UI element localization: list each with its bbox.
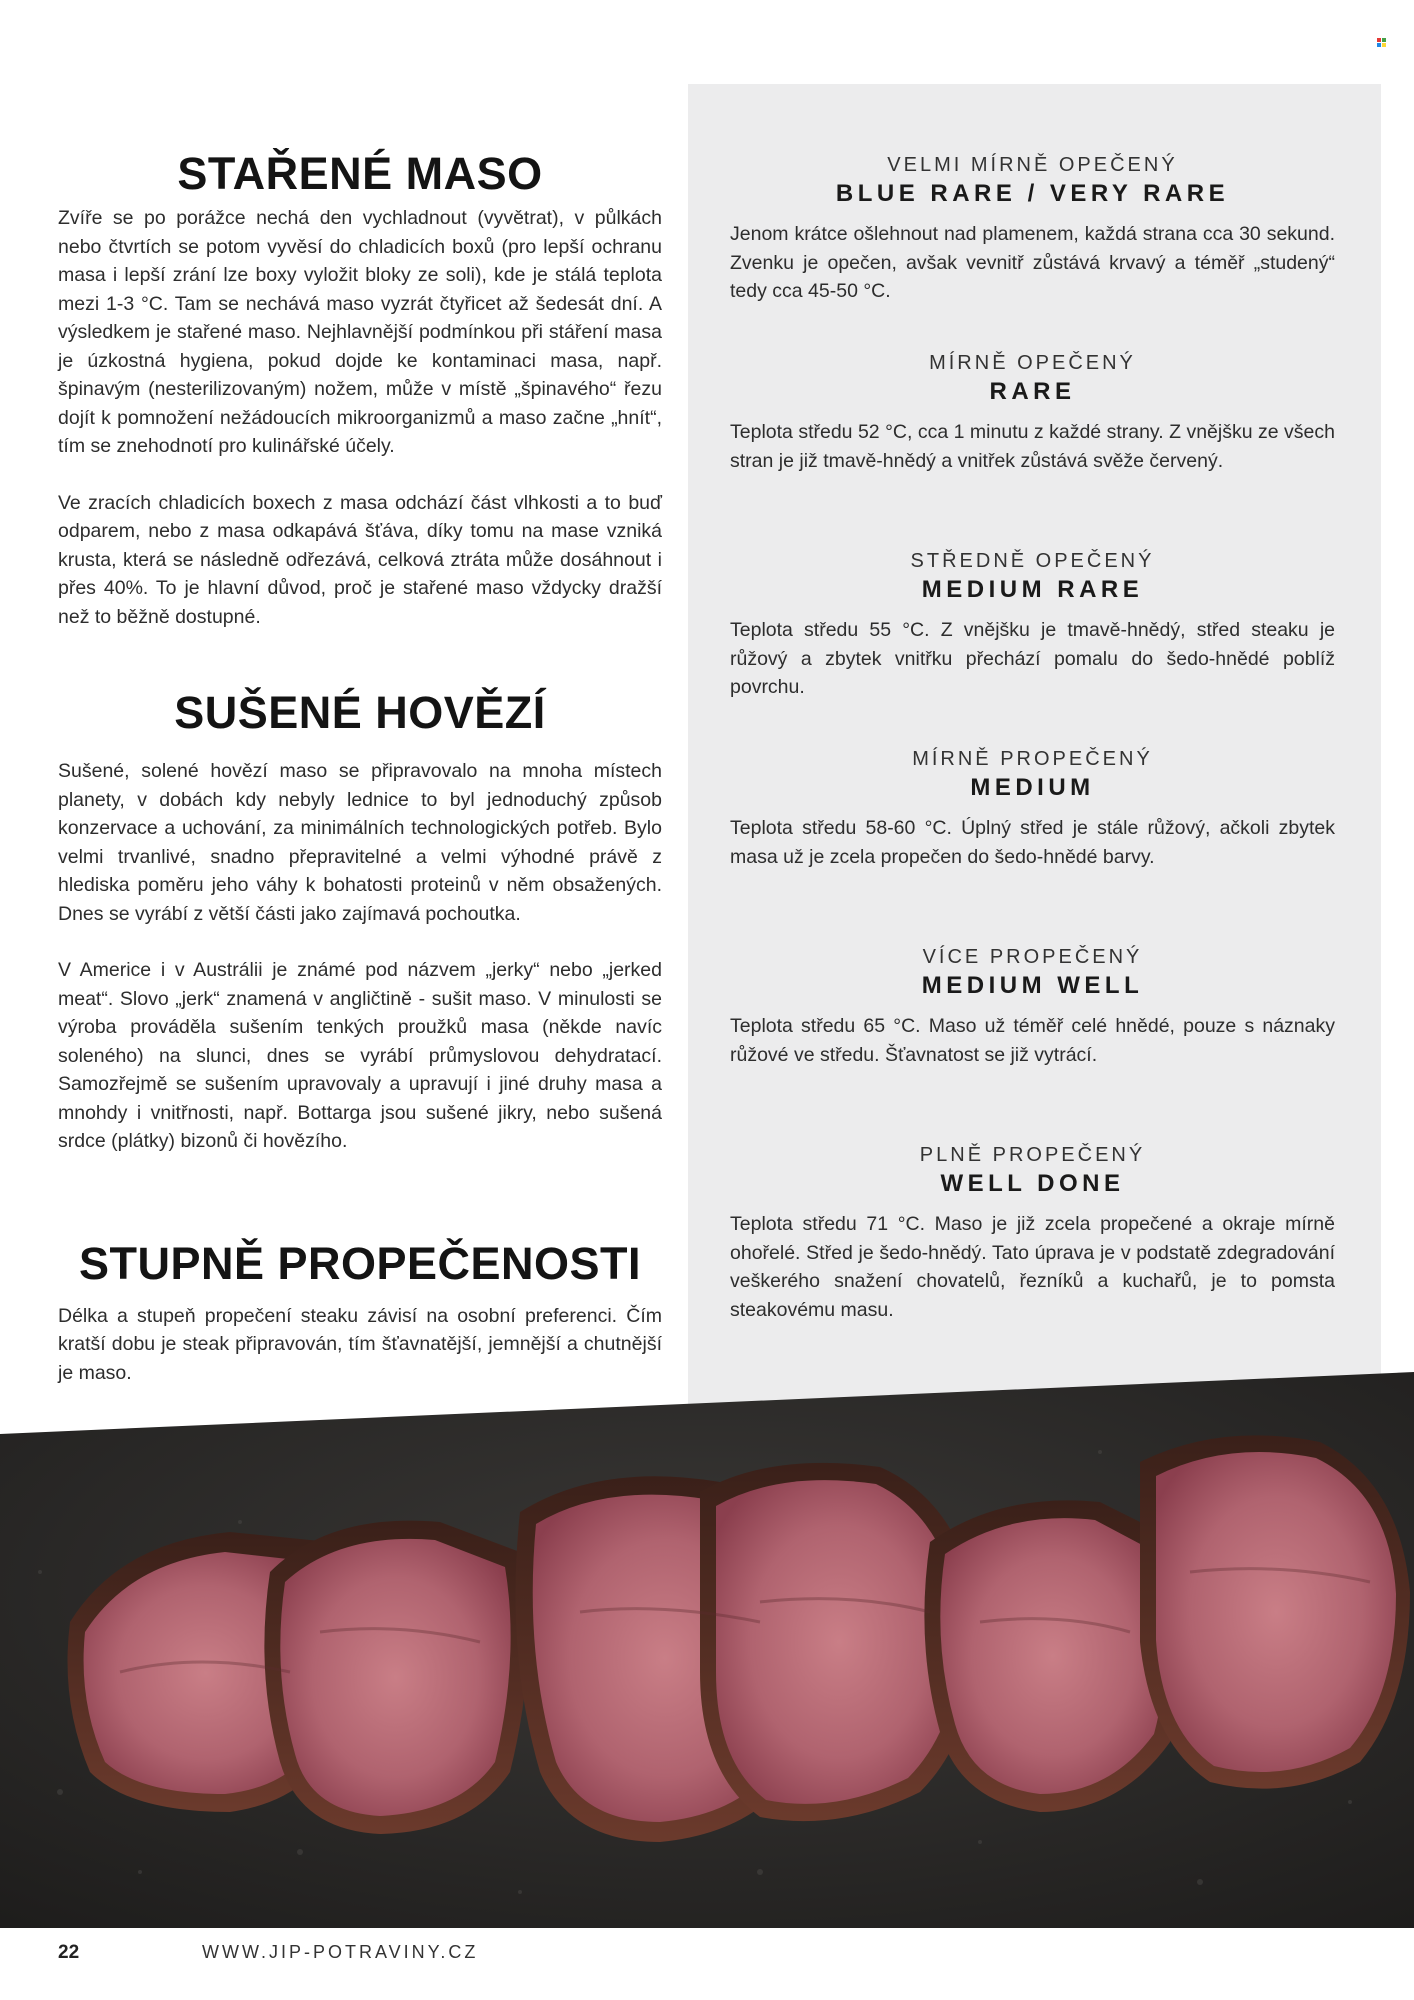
steak-slices-photo	[0, 1372, 1414, 1928]
doneness-intro-paragraph: Délka a stupeň propečení steaku závisí na osobní preferenci. Čím kratší dobu je steak připravován, tím šťavnatější, jemnější a chutnější je maso.	[58, 1304, 662, 1384]
doneness-czech-label: MÍRNĚ PROPEČENÝ	[912, 748, 1153, 770]
aged-meat-paragraph-1: Zvíře se po porážce nechá den vychladnout (vyvětrat), v půlkách nebo čtvrtích se potom vyvěsí do chladicích boxů (pro lepší ochranu masa i lepší zrání lze boxy vyložit bloky ze soli), kde je stálá teplota mezi 1-3 °C. Tam se nechává maso vyzrát čtyřicet až šedesát dní. A výsledkem je stařené maso. Nejhlavnější podmínkou při stáření masa je úzkostná hygiena, pokud dojde ke kontaminaci masa, např. špinavým (nesterilizovaným) nožem, může v místě „špinavého“ řezu dojít k pomnožení nežádoucích mikroorganizmů a maso začne „hnít“, tím se znehodnotí pro kulinářské účely.	[58, 207, 662, 457]
page-number: 22	[58, 1942, 80, 1963]
doneness-description: Teplota středu 71 °C. Maso je již zcela propečené a okraje mírně ohořelé. Střed je šedo-hnědý. Tato úprava je v podstatě zdegradování veškerého snažení chovatelů, řezníků a kuchařů, je to pomsta steakovému masu.	[730, 1213, 1335, 1321]
doneness-czech-label: MÍRNĚ OPEČENÝ	[929, 352, 1136, 374]
doneness-description: Teplota středu 52 °C, cca 1 minutu z každé strany. Z vnějšku ze všech stran je již tmavě-hnědý a vnitřek zůstává svěže červený.	[730, 421, 1335, 472]
section-title-aged-meat: STAŘENÉ MASO	[177, 148, 543, 199]
doneness-english-label: MEDIUM WELL	[921, 972, 1144, 999]
doneness-czech-label: PLNĚ PROPEČENÝ	[919, 1144, 1146, 1166]
website-link[interactable]: WWW.JIP-POTRAVINY.CZ	[202, 1942, 479, 1962]
doneness-medium	[730, 746, 1335, 871]
doneness-description: Teplota středu 55 °C. Z vnějšku je tmavě-hnědý, střed steaku je růžový a zbytek vnitřku přechází pomalu do šedo-hnědé poblíž povrchu.	[730, 619, 1335, 698]
dried-beef-paragraph-2: V Americe i v Austrálii je známé pod názvem „jerky“ nebo „jerked meat“. Slovo „jerk“ znamená v angličtině - sušit maso. V minulosti se výroba prováděla sušením tenkých proužků masa (někde navíc soleného) na slunci, dnes se vyrábí průmyslovou dehydratací. Samozřejmě se sušením upravovaly a upravují i jiné druhy masa a mnohdy i vnitřnosti, např. Bottarga jsou sušené jikry, nebo sušená srdce (plátky) bizonů či hovězího.	[58, 959, 662, 1152]
section-title-dried-beef: SUŠENÉ HOVĚZÍ	[174, 687, 546, 738]
doneness-czech-label: VÍCE PROPEČENÝ	[922, 946, 1143, 968]
aged-meat-paragraph-2: Ve zracích chladicích boxech z masa odchází část vlhkosti a to buď odparem, nebo z masa odkapává šťáva, díky tomu na mase vzniká krusta, která se následně odřezává, celková ztráta může dosáhnout i přes 40%. To je hlavní důvod, proč je stařené maso vždycky dražší než to běžně dostupné.	[58, 491, 662, 628]
doneness-english-label: WELL DONE	[940, 1170, 1125, 1197]
doneness-medium-rare	[730, 548, 1335, 702]
doneness-blue-rare	[730, 152, 1335, 306]
section-title-doneness: STUPNĚ PROPEČENOSTI	[78, 1237, 642, 1289]
doneness-czech-label: VELMI MÍRNĚ OPEČENÝ	[887, 154, 1178, 176]
doneness-english-label: MEDIUM	[970, 774, 1095, 801]
doneness-czech-label: STŘEDNĚ OPEČENÝ	[910, 550, 1155, 572]
doneness-english-label: BLUE RARE / VERY RARE	[835, 180, 1230, 207]
doneness-well-done	[730, 1142, 1335, 1324]
steak-slice	[264, 1521, 528, 1834]
doneness-english-label: MEDIUM RARE	[921, 576, 1144, 603]
doneness-description: Teplota středu 58-60 °C. Úplný střed je stále růžový, ačkoli zbytek masa už je zcela propečen do šedo-hnědé barvy.	[730, 817, 1335, 868]
doneness-description: Teplota středu 65 °C. Maso už téměř celé hnědé, pouze s náznaky růžové ve středu. Šťavnatost se již vytrácí.	[730, 1015, 1335, 1066]
doneness-rare	[730, 350, 1335, 475]
dried-beef-paragraph-1: Sušené, solené hovězí maso se připravovalo na mnoha místech planety, v dobách kdy nebyly lednice to byl jednoduchý způsob konzervace a uchování, za minimálních technologických potřeb. Bylo velmi trvanlivé, snadno přepravitelné a velmi výhodné právě z hlediska poměru jeho váhy k bohatosti proteinů v něm obsažených. Dnes se vyrábí z větší části jako zajímavá pochoutka.	[58, 760, 662, 925]
doneness-description: Jenom krátce ošlehnout nad plamenem, každá strana cca 30 sekund. Zvenku je opečen, avšak vevnitř zůstává krvavý a téměř „studený“ tedy cca 45-50 °C.	[730, 223, 1335, 302]
steak-slice	[1140, 1435, 1410, 1788]
doneness-english-label: RARE	[989, 378, 1076, 405]
doneness-medium-well	[730, 944, 1335, 1069]
left-column	[58, 148, 662, 1387]
corner-color-mark	[1377, 38, 1386, 47]
